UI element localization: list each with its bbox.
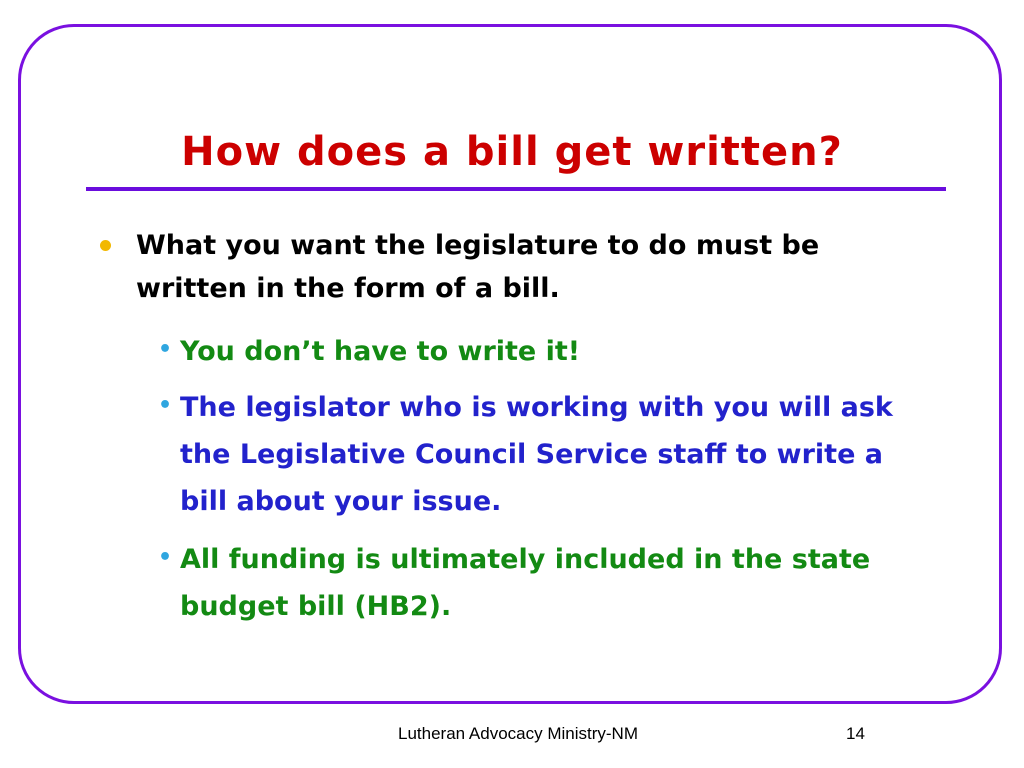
sub-bullet-text: The legislator who is working with you will ask the Legislative Council Service staff to write a bill about your issue. — [180, 392, 893, 517]
sub-bullet-text: You don’t have to write it! — [180, 336, 581, 367]
sub-bullet-icon: • — [158, 545, 173, 570]
main-bullet-icon — [100, 240, 111, 251]
sub-bullet-2 — [158, 384, 938, 525]
sub-bullet-icon: • — [158, 393, 173, 418]
sub-bullet-text: All funding is ultimately included in the state budget bill (HB2). — [180, 544, 871, 622]
sub-bullet-1 — [158, 328, 938, 375]
main-bullet-text: What you want the legislature to do must be written in the form of a bill. — [136, 230, 820, 304]
sub-bullet-icon: • — [158, 337, 173, 362]
footer-organization: Lutheran Advocacy Ministry-NM — [398, 724, 638, 743]
title-underline — [86, 187, 946, 191]
slide-number: 14 — [846, 724, 865, 743]
sub-bullet-3 — [158, 536, 938, 630]
slide-title: How does a bill get written? — [181, 129, 843, 175]
